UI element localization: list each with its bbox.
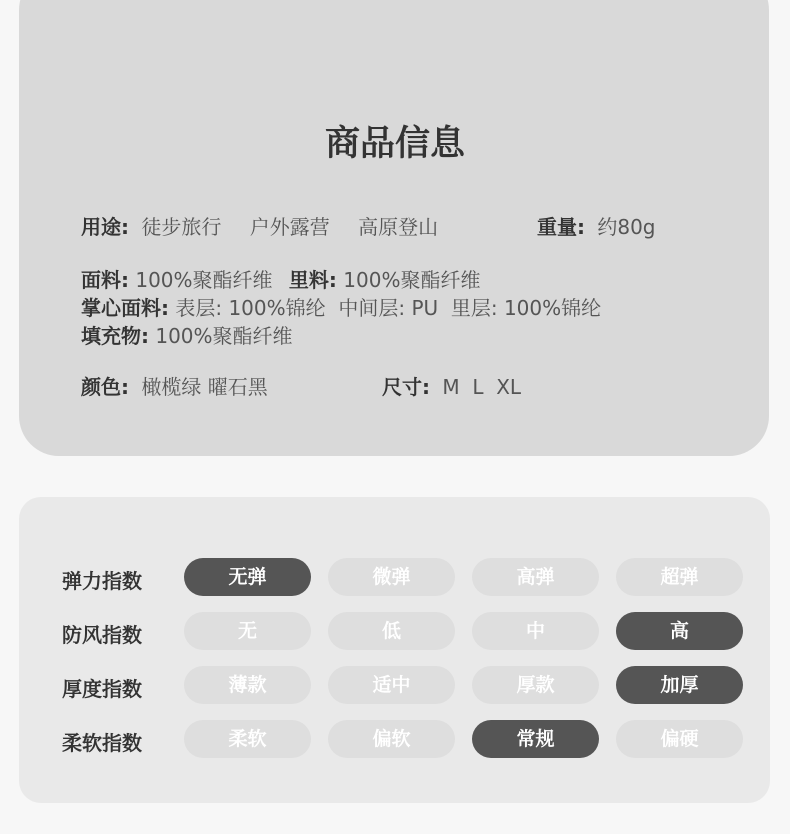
- elasticity-option[interactable]: 高弹: [472, 558, 599, 596]
- usage-row: [81, 211, 438, 240]
- weight-value: 约80g: [597, 215, 656, 239]
- color-label: 颜色:: [81, 375, 129, 399]
- color-value: 橄榄绿 曜石黑: [141, 375, 268, 399]
- windproof-option[interactable]: 高: [616, 612, 743, 650]
- softness-option[interactable]: 常规: [472, 720, 599, 758]
- thickness-option[interactable]: 厚款: [472, 666, 599, 704]
- lining-value: 100%聚酯纤维: [343, 268, 481, 292]
- thickness-label: 厚度指数: [62, 677, 142, 701]
- windproof-option[interactable]: 低: [328, 612, 455, 650]
- windproof-option[interactable]: 无: [184, 612, 311, 650]
- filling-row: [81, 320, 293, 349]
- palm-label: 掌心面料:: [81, 296, 169, 320]
- weight-row: [537, 211, 656, 240]
- elasticity-option[interactable]: 超弹: [616, 558, 743, 596]
- elasticity-option[interactable]: 无弹: [184, 558, 311, 596]
- fabric-value: 100%聚酯纤维: [135, 268, 273, 292]
- softness-option[interactable]: 偏硬: [616, 720, 743, 758]
- weight-label: 重量:: [537, 215, 585, 239]
- thickness-option[interactable]: 薄款: [184, 666, 311, 704]
- palm-value: 表层: 100%锦纶 中间层: PU 里层: 100%锦纶: [175, 296, 602, 320]
- size-row: [382, 371, 521, 400]
- page-title: 商品信息: [324, 124, 465, 164]
- softness-label: 柔软指数: [62, 731, 142, 755]
- elasticity-label: 弹力指数: [62, 569, 142, 593]
- softness-option[interactable]: 偏软: [328, 720, 455, 758]
- elasticity-option[interactable]: 微弹: [328, 558, 455, 596]
- filling-label: 填充物:: [81, 324, 149, 348]
- windproof-option[interactable]: 中: [472, 612, 599, 650]
- windproof-label: 防风指数: [62, 623, 142, 647]
- softness-option[interactable]: 柔软: [184, 720, 311, 758]
- color-row: [81, 371, 268, 400]
- usage-value-2: 户外露营: [249, 215, 330, 239]
- fabric-row: [81, 264, 480, 293]
- lining-label: 里料:: [288, 268, 337, 292]
- usage-label: 用途:: [81, 215, 129, 239]
- thickness-option[interactable]: 加厚: [616, 666, 743, 704]
- size-value: M L XL: [442, 375, 522, 399]
- filling-value: 100%聚酯纤维: [155, 324, 293, 348]
- usage-value-3: 高原登山: [358, 215, 439, 239]
- thickness-option[interactable]: 适中: [328, 666, 455, 704]
- palm-row: [81, 292, 601, 321]
- usage-value-1: 徒步旅行: [141, 215, 222, 239]
- fabric-label: 面料:: [81, 268, 129, 292]
- size-label: 尺寸:: [382, 375, 430, 399]
